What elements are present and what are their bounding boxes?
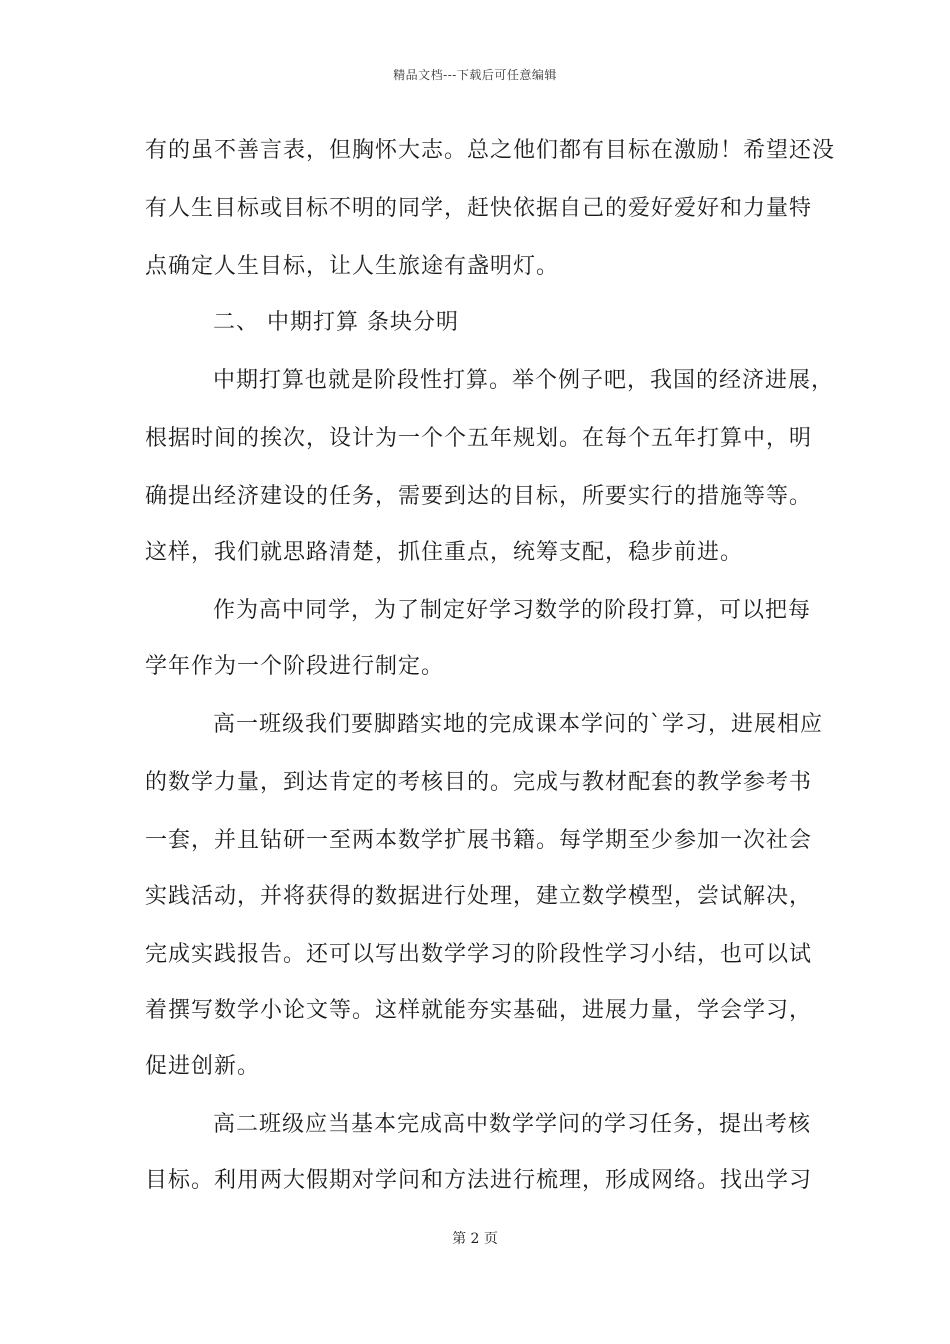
text-line: 完成实践报告。还可以写出数学学习的阶段性学习小结，也可以试 <box>145 942 813 967</box>
text-line: 点确定人生目标，让人生旅途有盏明灯。 <box>145 254 560 279</box>
text-line: 目标。利用两大假期对学问和方法进行梳理，形成网络。找出学习 <box>145 1168 813 1193</box>
section-heading: 二、 中期打算 条块分明 <box>213 310 459 335</box>
text-line: 高一班级我们要脚踏实地的完成课本学问的`学习，进展相应 <box>213 712 824 737</box>
text-line: 中期打算也就是阶段性打算。举个例子吧，我国的经济进展， <box>213 368 835 393</box>
text-line: 促进创新。 <box>145 1054 261 1079</box>
text-line: 这样，我们就思路清楚，抓住重点，统筹支配，稳步前进。 <box>145 540 744 565</box>
text-line: 作为高中同学，为了制定好学习数学的阶段打算，可以把每 <box>213 598 812 623</box>
page-header: 精品文档---下载后可任意编辑 <box>393 68 557 82</box>
text-line: 有人生目标或目标不明的同学，赶快依据自己的爱好爱好和力量特 <box>145 196 813 221</box>
text-line: 高二班级应当基本完成高中数学学问的学习任务，提出考核 <box>213 1112 812 1137</box>
text-line: 有的虽不善言表，但胸怀大志。总之他们都有目标在激励！希望还没 <box>145 138 836 163</box>
text-line: 一套，并且钻研一至两本数学扩展书籍。每学期至少参加一次社会 <box>145 828 813 853</box>
text-line: 确提出经济建设的任务，需要到达的目标，所要实行的措施等等。 <box>145 484 813 509</box>
page-number: 第 2 页 <box>452 1231 498 1247</box>
text-line: 的数学力量，到达肯定的考核目的。完成与教材配套的教学参考书 <box>145 770 813 795</box>
text-line: 着撰写数学小论文等。这样就能夯实基础，进展力量，学会学习， <box>145 998 813 1023</box>
text-line: 根据时间的挨次，设计为一个个五年规划。在每个五年打算中，明 <box>145 426 813 451</box>
text-line: 实践活动，并将获得的数据进行处理，建立数学模型，尝试解决， <box>145 884 813 909</box>
text-line: 学年作为一个阶段进行制定。 <box>145 654 445 679</box>
